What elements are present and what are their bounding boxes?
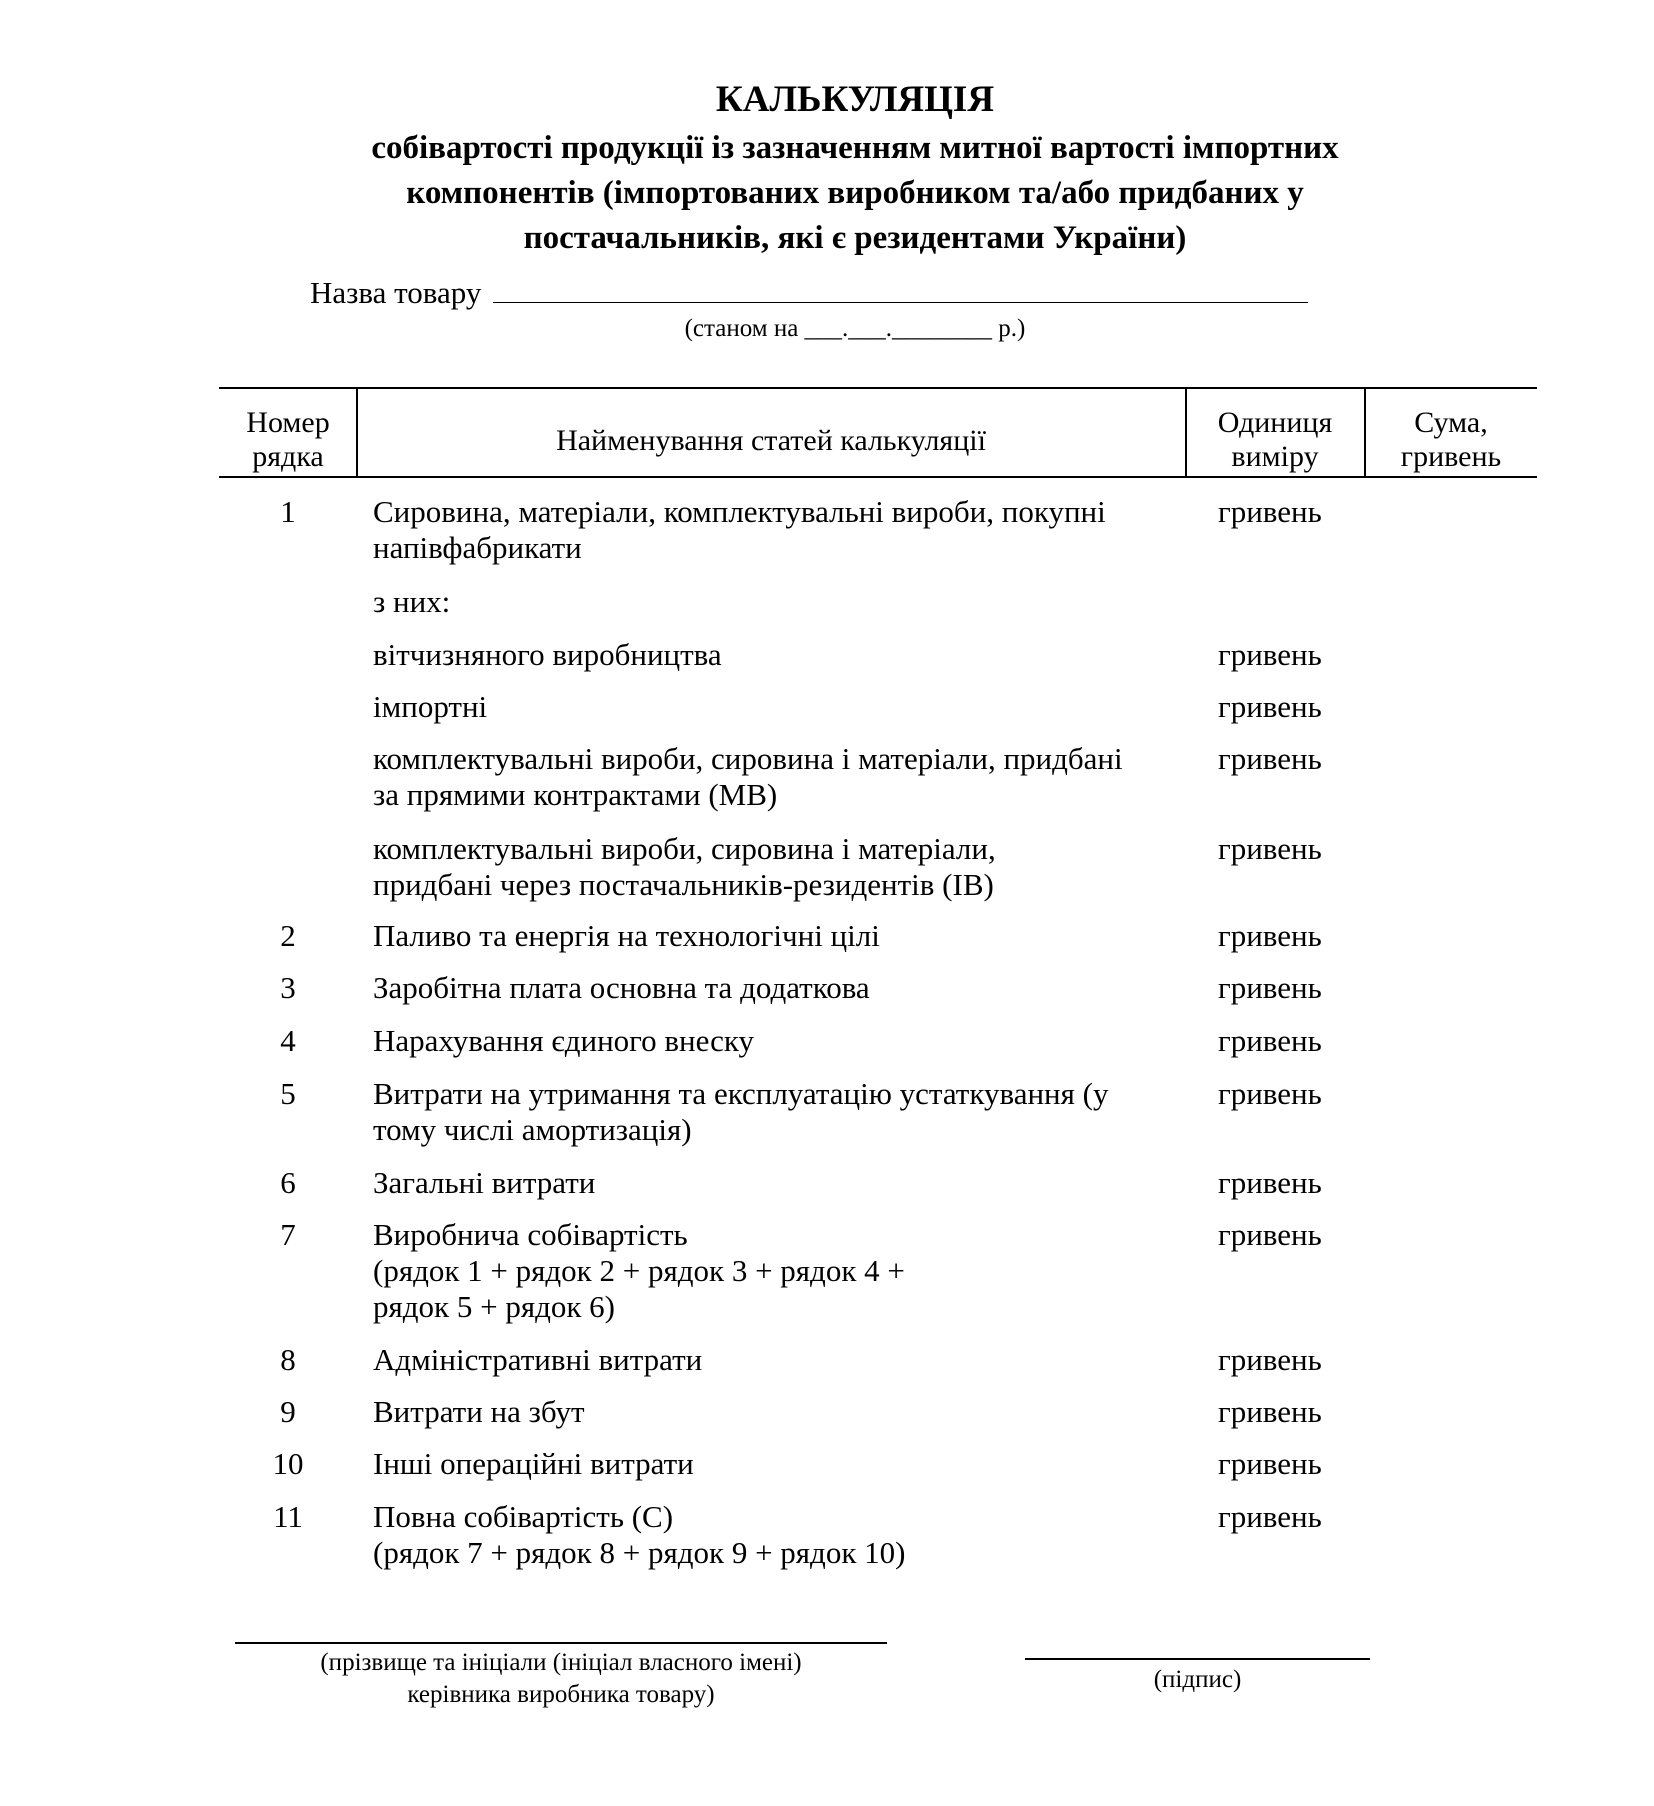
header-unit: [1186, 406, 1364, 474]
row-item-name: [373, 494, 1193, 566]
row-unit: гривень: [1218, 1446, 1322, 1481]
row-item-line: (рядок 1 + рядок 2 + рядок 3 + рядок 4 +: [373, 1253, 905, 1288]
row-item-line: Нарахування єдиного внеску: [373, 1023, 754, 1058]
row-item-line: комплектувальні вироби, сировина і матеріали,: [373, 831, 996, 866]
row-unit: гривень: [1218, 741, 1322, 776]
row-number: 8: [280, 1342, 296, 1377]
row-unit: гривень: [1218, 1023, 1322, 1058]
row-number: 10: [272, 1446, 304, 1481]
row-item-line: рядок 5 + рядок 6): [373, 1289, 615, 1324]
header-unit-line: виміру: [1231, 440, 1319, 473]
row-unit: гривень: [1218, 918, 1322, 953]
row-item-name: [373, 584, 1193, 620]
row-number: 2: [280, 918, 296, 953]
row-item-line: Заробітна плата основна та додаткова: [373, 970, 870, 1005]
header-unit-line: Одиниця: [1217, 406, 1333, 439]
row-number: 5: [280, 1076, 296, 1111]
product-name-field: [310, 272, 1308, 313]
row-number: 1: [280, 494, 296, 529]
row-unit: гривень: [1218, 1165, 1322, 1200]
product-name-label: Назва товару: [310, 275, 482, 310]
row-unit: гривень: [1218, 637, 1322, 672]
table-header-bottom-rule: [219, 476, 1537, 478]
as-of-date: (станом на ___.___.________ р.): [684, 315, 1026, 342]
row-number: 4: [280, 1023, 296, 1058]
name-signature-caption: [235, 1647, 887, 1711]
row-item-line: Повна собівартість (С): [373, 1499, 674, 1534]
subtitle-line: компонентів (імпортованих виробником та/або придбаних у: [406, 175, 1304, 211]
name-caption-line: (прізвище та ініціали (ініціал власного імені): [320, 1649, 802, 1676]
row-number: 11: [273, 1499, 303, 1534]
page-subtitle: [0, 126, 1654, 261]
row-unit: гривень: [1218, 494, 1322, 529]
row-item-line: тому числі амортизація): [373, 1112, 692, 1147]
subtitle-line: собівартості продукції із зазначенням митної вартості імпортних: [371, 130, 1339, 166]
row-item-line: вітчизняного виробництва: [373, 637, 722, 672]
signature-line[interactable]: [1025, 1658, 1370, 1660]
row-item-line: Адміністративні витрати: [373, 1342, 703, 1377]
table-top-rule: [219, 387, 1537, 389]
row-item-name: [373, 689, 1193, 725]
row-item-line: Загальні витрати: [373, 1165, 596, 1200]
row-number: 3: [280, 970, 296, 1005]
row-item-line: імпортні: [373, 689, 488, 724]
row-item-line: Сировина, матеріали, комплектувальні вироби, покупні: [373, 494, 1106, 529]
row-item-line: напівфабрикати: [373, 530, 582, 565]
header-row-number-line: рядка: [252, 440, 324, 473]
row-unit: гривень: [1218, 1217, 1322, 1252]
row-item-name: [373, 1023, 1193, 1059]
row-item-line: Інші операційні витрати: [373, 1446, 694, 1481]
row-item-name: [373, 1165, 1193, 1201]
row-unit: гривень: [1218, 1076, 1322, 1111]
row-item-line: комплектувальні вироби, сировина і матеріали, придбані: [373, 741, 1123, 776]
row-unit: гривень: [1218, 1394, 1322, 1429]
row-item-line: Витрати на збут: [373, 1394, 585, 1429]
header-row-number: [220, 406, 356, 474]
row-item-name: [373, 1499, 1193, 1571]
row-item-name: [373, 741, 1193, 813]
row-item-line: Витрати на утримання та експлуатацію устаткування (у: [373, 1076, 1109, 1111]
subtitle-line: постачальників, які є резидентами України): [523, 220, 1187, 256]
row-unit: гривень: [1218, 831, 1322, 866]
row-unit: гривень: [1218, 689, 1322, 724]
row-item-name: [373, 918, 1193, 954]
row-item-name: [373, 637, 1193, 673]
row-number: 7: [280, 1217, 296, 1252]
header-amount: [1365, 406, 1537, 474]
name-caption-line: керівника виробника товару): [407, 1681, 715, 1708]
row-item-line: (рядок 7 + рядок 8 + рядок 9 + рядок 10): [373, 1535, 906, 1570]
product-name-blank[interactable]: [493, 272, 1308, 303]
row-item-line: придбані через постачальників-резидентів (ІВ): [373, 867, 994, 902]
page-title: КАЛЬКУЛЯЦІЯ: [715, 79, 995, 120]
header-row-number-line: Номер: [246, 406, 330, 439]
row-number: 6: [280, 1165, 296, 1200]
row-item-name: [373, 1446, 1193, 1482]
row-item-name: [373, 970, 1193, 1006]
name-signature-line[interactable]: [235, 1642, 887, 1644]
signature-caption: (підпис): [1153, 1666, 1242, 1693]
row-item-name: [373, 1394, 1193, 1430]
row-item-line: Виробнича собівартість: [373, 1217, 688, 1252]
row-item-line: з них:: [373, 584, 451, 619]
row-item-line: Паливо та енергія на технологічні цілі: [373, 918, 880, 953]
row-number: 9: [280, 1394, 296, 1429]
row-item-name: [373, 1076, 1193, 1148]
row-unit: гривень: [1218, 1499, 1322, 1534]
row-unit: гривень: [1218, 970, 1322, 1005]
row-item-name: [373, 1217, 1193, 1325]
row-item-name: [373, 831, 1193, 903]
header-item-name: Найменування статей калькуляції: [556, 424, 986, 457]
row-unit: гривень: [1218, 1342, 1322, 1377]
header-amount-line: гривень: [1400, 440, 1502, 473]
row-item-name: [373, 1342, 1193, 1378]
header-amount-line: Сума,: [1414, 406, 1488, 439]
row-item-line: за прямими контрактами (МВ): [373, 777, 778, 812]
